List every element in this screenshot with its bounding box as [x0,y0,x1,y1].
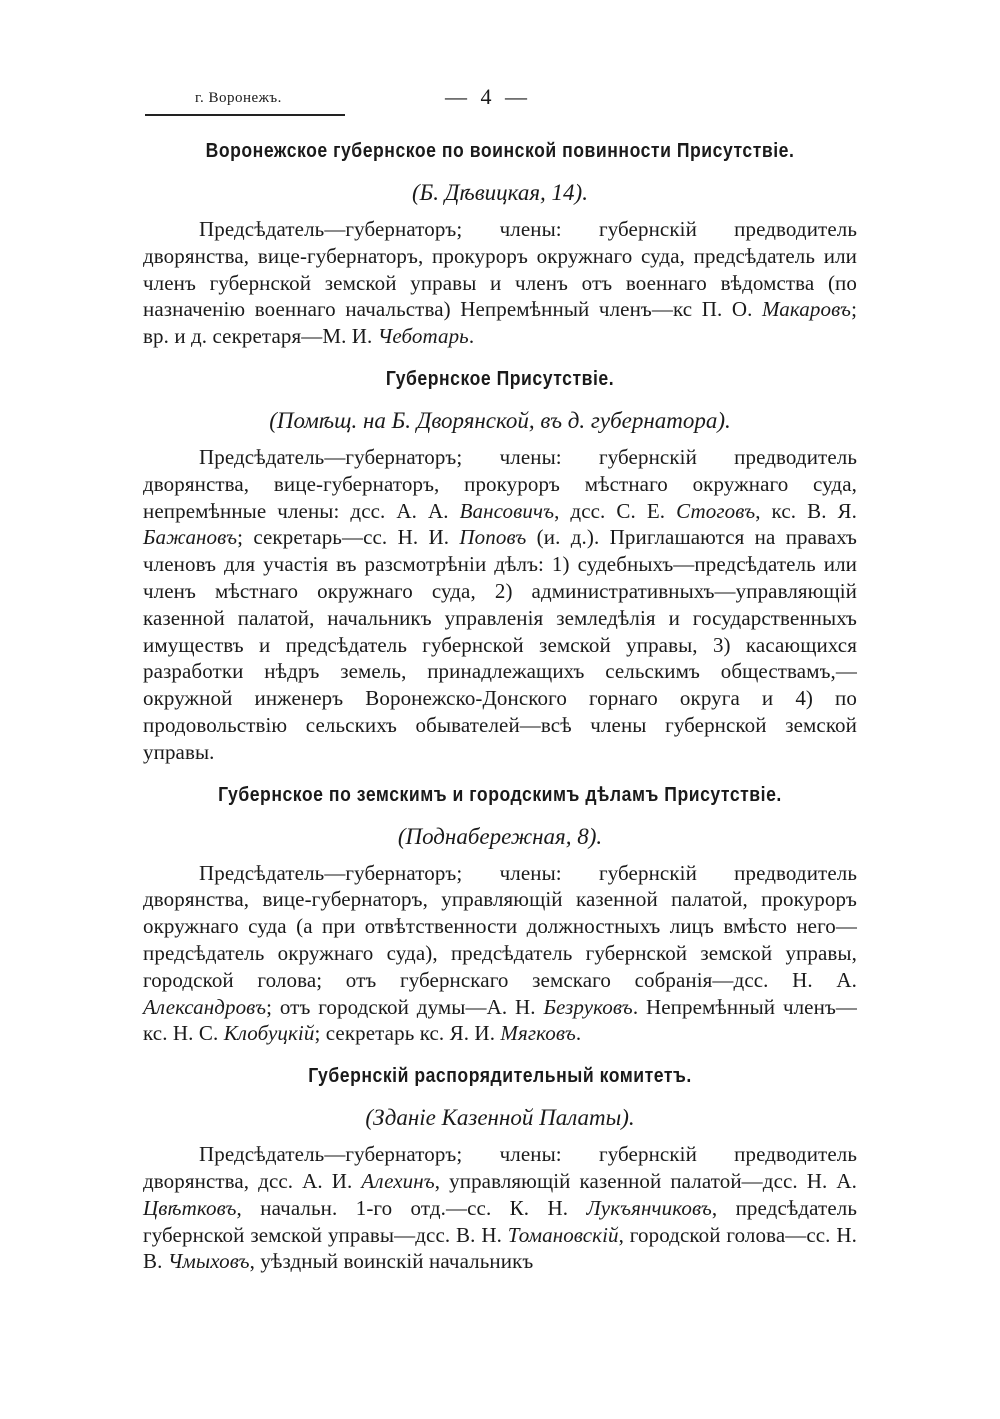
section-title: Губернскій распорядительный комитетъ. [308,1065,692,1088]
section-address: (Б. Дѣвицкая, 14). [412,180,588,205]
text-run: ; вр. и д. секретаря—М. И. [143,297,857,349]
person-name: Чмыховъ [167,1249,250,1274]
section-address: (Помѣщ. на Б. Дворянской, въ д. губернатора). [269,407,731,433]
page-content [143,136,857,1275]
text-run: Предсѣдатель—губернаторъ; члены: губернскій предводитель дворянства, вице-губернаторъ, прокуроръ окружнаго суда, предсѣдатель или членъ губернской земской управы и членъ отъ военнаго вѣдомства (по назначенію военнаго начальства) Непремѣнный членъ—кс П. О. [143,217,857,322]
person-name: Алехинъ [361,1168,435,1193]
section-title: Воронежское губернское по воинской повинности Присутствіе. [205,140,795,162]
person-name: Мягковъ [500,1021,576,1046]
text-run: , дсс. С. Е. [554,498,677,523]
person-name: Лукъянчиковъ [586,1195,712,1220]
person-name: Безруковъ [543,994,633,1019]
person-name: Бажановъ [143,525,238,550]
text-run: Предсѣдатель—губернаторъ; члены: губернскій предводитель дворянства, дсс. А. И. [143,1142,857,1193]
section-address: (Поднабережная, 8). [397,823,603,849]
page-number: — 4 — [445,84,531,109]
text-run: . [575,1021,582,1046]
section-zemstvo-city-affairs [143,780,857,1048]
section-provincial-office [143,364,857,766]
section-paragraph [143,216,857,350]
person-name: Стоговъ [676,498,756,523]
text-run: , городской голова—сс. Н. В. [143,1222,857,1274]
person-name: Поповъ [459,525,527,550]
text-run: , уѣздный воинскій начальникъ [249,1249,534,1274]
section-paragraph [143,1141,857,1275]
text-run: ; секретарь—сс. Н. И. [237,525,460,550]
section-address: (Зданіе Казенной Палаты). [365,1105,635,1131]
person-name: Чеботарь [377,324,469,349]
section-paragraph [143,860,857,1048]
running-header [145,86,845,126]
text-run: ; секретарь кс. Я. И. [314,1021,501,1046]
person-name: Вансовичъ [459,498,555,523]
header-rule [145,114,345,116]
person-name: Макаровъ [762,297,852,322]
section-paragraph [143,444,857,766]
text-run: . Непремѣнный членъ—кс. Н. С. [143,994,858,1046]
text-run: Предсѣдатель—губернаторъ; члены: губернскій предводитель дворянства, вице-губернаторъ, управляющій казенной палатой, прокуроръ окружнаго суда (а при отвѣтственности должностныхъ лицъ вмѣсто него—предсѣдатель окружнаго суда), предсѣдатель губернской земской управы, городской голова; отъ губернскаго земскаго собранія—дсс. Н. А. [143,860,857,992]
person-name: Клобуцкій [223,1021,315,1046]
person-name: Александровъ [143,994,267,1019]
text-run: , предсѣдатель губернской земской управы—дсс. В. Н. [143,1195,858,1247]
header-city: г. Воронежъ. [195,90,282,106]
section-administrative-committee [143,1061,857,1275]
section-title: Губернское Присутствіе. [385,367,615,390]
text-run: , начальн. 1-го отд.—сс. К. Н. [236,1195,587,1220]
person-name: Томановскій [507,1222,619,1247]
text-run: , кс. В. Я. [755,498,857,523]
person-name: Цвѣтковъ [143,1195,237,1220]
text-run: (и. д.). Приглашаются на правахъ членовъ для участія въ разсмотрѣніи дѣлъ: 1) судебныхъ—предсѣдатель или членъ мѣстнаго окружнаго суда, 2) административныхъ—управляющій казенной палатой, начальникъ управленія земледѣлія и государственныхъ имуществъ и предсѣдатель губернской земской управы, 3) касающихся разработки нѣдръ земель, принадлежащихъ сельскимъ обществамъ,—окружной инженеръ Воронежско-Донского горнаго округа и 4) по продовольствію сельскихъ обывателей—всѣ члены губернской земской управы. [143,525,857,764]
section-military-service [143,136,857,350]
text-run: , управляющій казенной палатой—дсс. Н. А. [434,1168,857,1193]
text-run: Предсѣдатель—губернаторъ; члены: губернскій предводитель дворянства, вице-губернаторъ, прокуроръ мѣстнаго окружнаго суда, непремѣнные члены: дсс. А. А. [143,444,857,523]
section-title: Губернское по земскимъ и городскимъ дѣламъ Присутствіе. [218,783,782,806]
text-run: ; отъ городской думы—А. Н. [266,994,544,1019]
text-run: . [468,324,475,349]
